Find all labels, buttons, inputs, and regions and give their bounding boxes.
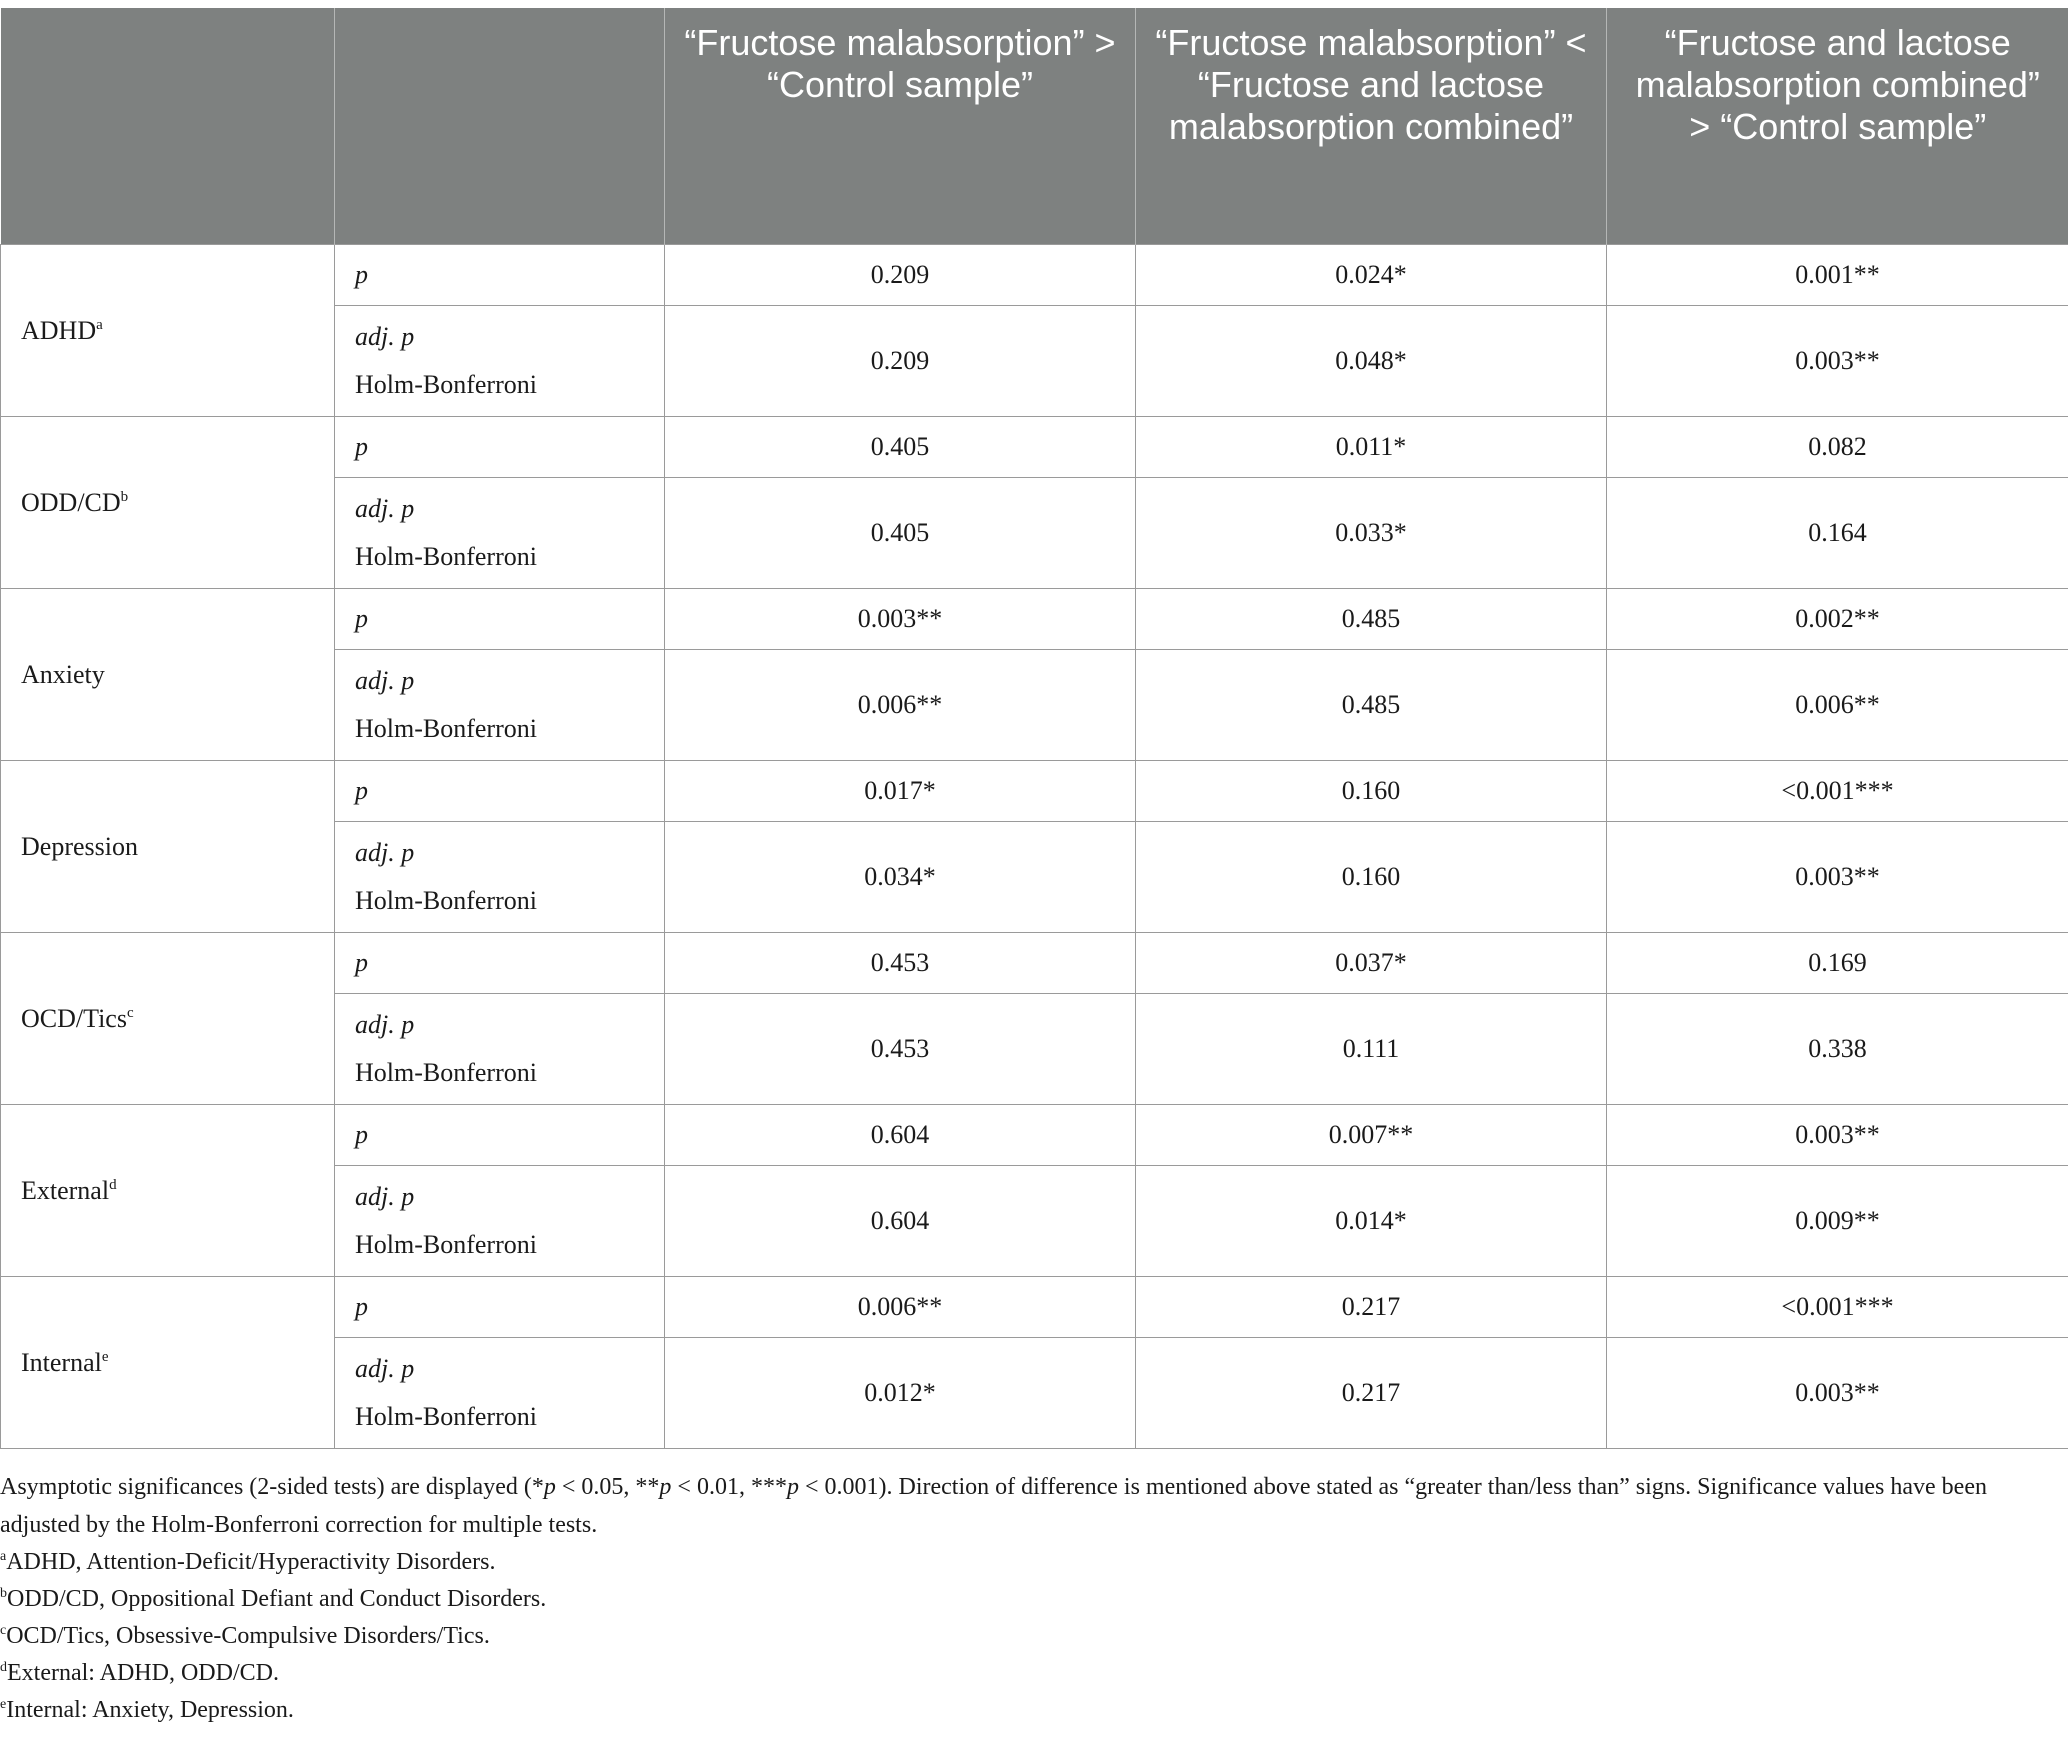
holm-bonferroni-label: Holm-Bonferroni [355,370,537,399]
p-value-cell: 0.485 [1136,589,1607,650]
stat-label-p [335,1105,665,1166]
p-value-cell: 0.037* [1136,933,1607,994]
holm-bonferroni-label: Holm-Bonferroni [355,1402,537,1431]
adj-p-value-cell: 0.209 [665,306,1136,417]
notes-main: Asymptotic significances (2-sided tests) are displayed (*p < 0.05, **p < 0.01, ***p < 0.001). Direction of difference is mentioned above stated as “greater than/less than” signs. Significance values have been adjusted by the Holm-Bonferroni correction for multiple tests. [0,1474,1987,1538]
footnote-marker: d [0,1660,7,1675]
table-row [1,761,2068,822]
p-value-cell: 0.209 [665,245,1136,306]
adj-p-value-cell: 0.003** [1607,822,2068,933]
table-row [1,1277,2068,1338]
footnote-marker: c [126,1004,134,1021]
p-value-cell: <0.001*** [1607,1277,2068,1338]
stat-label-p [335,1277,665,1338]
footnote [0,1544,2040,1581]
adj-p-label: adj. p [355,1010,415,1039]
p-value-cell: 0.169 [1607,933,2068,994]
p-value-cell: 0.002** [1607,589,2068,650]
footnote-text: ODD/CD, Oppositional Defiant and Conduct Disorders. [7,1586,547,1612]
adj-p-value-cell: 0.014* [1136,1166,1607,1277]
category-adhd [1,245,335,417]
category-label: OCD/Tics [21,1003,127,1033]
header-comparison-2: “Fructose malabsorption” < “Fructose and lactose malabsorption combined” [1136,8,1607,245]
stat-label-adj [335,1166,665,1277]
adj-p-value-cell: 0.405 [665,478,1136,589]
footnote-text: OCD/Tics, Obsessive-Compulsive Disorders/Tics. [6,1623,490,1649]
p-value-cell: 0.001** [1607,245,2068,306]
category-odd-cd [1,417,335,589]
header-comparison-3: “Fructose and lactose malabsorption combined” > “Control sample” [1607,8,2068,245]
category-label: External [21,1175,110,1205]
category-internal [1,1277,335,1449]
results-table [0,8,2068,1449]
stat-label-p [335,245,665,306]
footnote-marker: e [0,1697,7,1712]
p-label: p [355,776,368,805]
holm-bonferroni-label: Holm-Bonferroni [355,1230,537,1259]
adj-p-label: adj. p [355,1182,415,1211]
table-row [1,933,2068,994]
adj-p-value-cell: 0.012* [665,1338,1136,1449]
adj-p-value-cell: 0.160 [1136,822,1607,933]
stat-label-adj [335,650,665,761]
footnote [0,1618,2040,1655]
stat-label-adj [335,1338,665,1449]
header-empty-2 [335,8,665,245]
adj-p-value-cell: 0.006** [665,650,1136,761]
p-value-cell: 0.006** [665,1277,1136,1338]
p-label: p [355,948,368,977]
category-external [1,1105,335,1277]
p-value-cell: 0.604 [665,1105,1136,1166]
p-label: p [355,1292,368,1321]
footnote-text: External: ADHD, ODD/CD. [7,1660,279,1686]
category-label: Anxiety [21,659,105,689]
adj-p-label: adj. p [355,494,415,523]
p-value-cell: 0.007** [1136,1105,1607,1166]
adj-p-label: adj. p [355,666,415,695]
adj-p-value-cell: 0.034* [665,822,1136,933]
stat-label-adj [335,822,665,933]
holm-bonferroni-label: Holm-Bonferroni [355,714,537,743]
p-label: p [355,604,368,633]
p-value-cell: 0.003** [665,589,1136,650]
footnote-marker: d [109,1176,117,1193]
holm-bonferroni-label: Holm-Bonferroni [355,886,537,915]
adj-p-label: adj. p [355,322,415,351]
table-row [1,417,2068,478]
adj-p-value-cell: 0.338 [1607,994,2068,1105]
table-body [1,245,2068,1449]
adj-p-label: adj. p [355,838,415,867]
p-value-cell: 0.017* [665,761,1136,822]
adj-p-value-cell: 0.033* [1136,478,1607,589]
table-notes [0,1468,2040,1729]
p-value-cell: 0.160 [1136,761,1607,822]
adj-p-value-cell: 0.003** [1607,1338,2068,1449]
p-label: p [355,1120,368,1149]
table-header [1,8,2068,245]
p-value-cell: 0.024* [1136,245,1607,306]
p-label: p [355,260,368,289]
footnote-text: Internal: Anxiety, Depression. [6,1697,294,1723]
p-label: p [355,432,368,461]
adj-p-value-cell: 0.604 [665,1166,1136,1277]
footnote-text: ADHD, Attention-Deficit/Hyperactivity Disorders. [6,1549,496,1575]
holm-bonferroni-label: Holm-Bonferroni [355,542,537,571]
adj-p-label: adj. p [355,1354,415,1383]
adj-p-value-cell: 0.164 [1607,478,2068,589]
table-row [1,1105,2068,1166]
p-value-cell: 0.405 [665,417,1136,478]
adj-p-value-cell: 0.048* [1136,306,1607,417]
footnote [0,1655,2040,1692]
p-value-cell: 0.082 [1607,417,2068,478]
p-value-cell: 0.011* [1136,417,1607,478]
footnote [0,1692,2040,1729]
header-empty-1 [1,8,335,245]
holm-bonferroni-label: Holm-Bonferroni [355,1058,537,1087]
p-value-cell: 0.453 [665,933,1136,994]
adj-p-value-cell: 0.009** [1607,1166,2068,1277]
footnote-list [0,1544,2040,1729]
category-anxiety [1,589,335,761]
stat-label-p [335,589,665,650]
adj-p-value-cell: 0.006** [1607,650,2068,761]
category-label: Internal [21,1347,102,1377]
footnote-marker: e [101,1348,109,1365]
table-row [1,245,2068,306]
adj-p-value-cell: 0.003** [1607,306,2068,417]
category-ocd-tics [1,933,335,1105]
p-value-cell: 0.003** [1607,1105,2068,1166]
stat-label-p [335,417,665,478]
category-depression [1,761,335,933]
p-value-cell: 0.217 [1136,1277,1607,1338]
footnote-marker: a [0,1549,7,1564]
footnote-marker: b [120,488,129,505]
footnote-marker: c [0,1623,7,1638]
footnote-marker: a [96,316,103,333]
adj-p-value-cell: 0.485 [1136,650,1607,761]
stat-label-adj [335,478,665,589]
footnote [0,1581,2040,1618]
category-label: ADHD [21,315,97,345]
p-value-cell: <0.001*** [1607,761,2068,822]
header-comparison-1: “Fructose malabsorption” > “Control sample” [665,8,1136,245]
stat-label-p [335,933,665,994]
stat-label-p [335,761,665,822]
footnote-marker: b [0,1586,7,1601]
stat-label-adj [335,994,665,1105]
adj-p-value-cell: 0.111 [1136,994,1607,1105]
stat-label-adj [335,306,665,417]
adj-p-value-cell: 0.217 [1136,1338,1607,1449]
table-row [1,589,2068,650]
category-label: ODD/CD [21,487,121,517]
category-label: Depression [21,831,138,861]
adj-p-value-cell: 0.453 [665,994,1136,1105]
